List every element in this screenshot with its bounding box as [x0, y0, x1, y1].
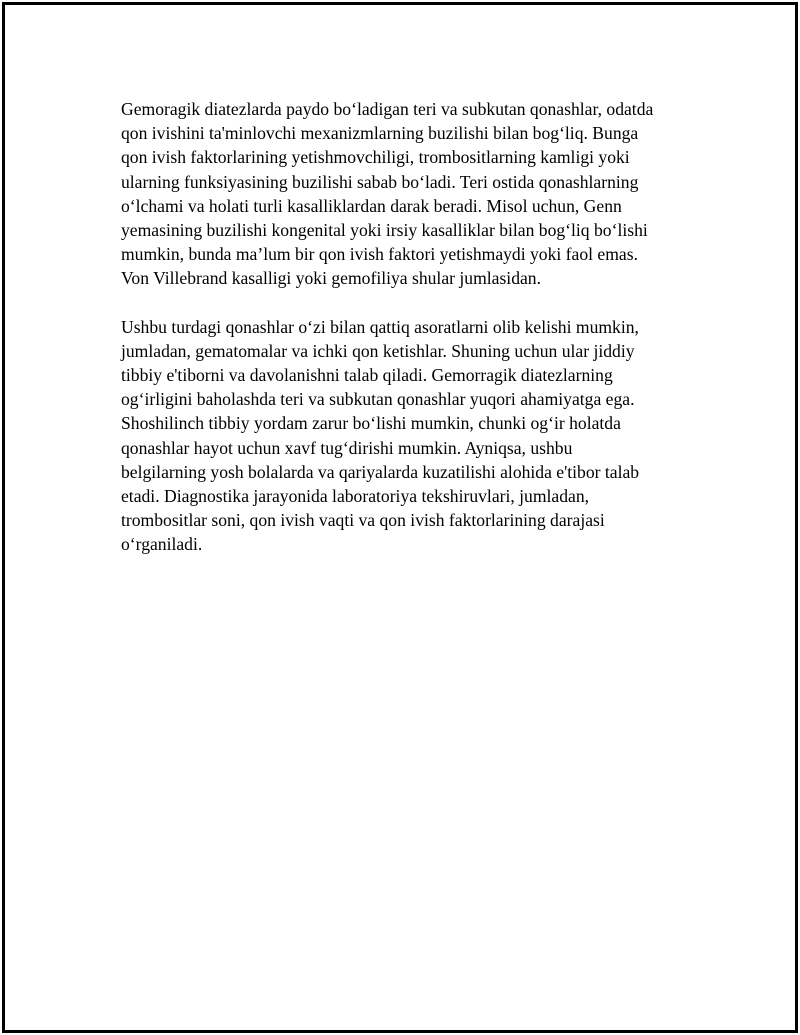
text-line: qonashlar hayot uchun xavf tug‘dirishi mumkin. Ayniqsa, ushbu: [121, 437, 573, 458]
text-line: trombositlar soni, qon ivish vaqti va qon ivish faktorlarining darajasi: [121, 510, 605, 531]
text-line: og‘irligini baholashda teri va subkutan qonashlar yuqori ahamiyatga ega.: [121, 389, 635, 410]
text-line: Ushbu turdagi qonashlar o‘zi bilan qattiq asoratlarni olib kelishi mumkin,: [121, 316, 639, 337]
text-line: Von Villebrand kasalligi yoki gemofiliya shular jumlasidan.: [121, 268, 541, 289]
text-line: tibbiy e'tiborni va davolanishni talab qiladi. Gemorragik diatezlarning: [121, 365, 613, 386]
text-line: belgilarning yosh bolalarda va qariyalarda kuzatilishi alohida e'tibor talab: [121, 461, 640, 482]
text-line: yemasining buzilishi kongenital yoki irsiy kasalliklar bilan bog‘liq bo‘lishi: [121, 220, 648, 241]
text-line: Shoshilinch tibbiy yordam zarur bo‘lishi mumkin, chunki og‘ir holatda: [121, 413, 621, 434]
text-line: o‘lchami va holati turli kasalliklardan darak beradi. Misol uchun, Genn: [121, 195, 622, 216]
text-line: o‘rganiladi.: [121, 534, 203, 555]
text-line: qon ivishini ta'minlovchi mexanizmlarning buzilishi bilan bog‘liq. Bunga: [121, 123, 639, 144]
text-line: qon ivish faktorlarining yetishmovchiligi, trombositlarning kamligi yoki: [121, 147, 630, 168]
text-line: Gemoragik diatezlarda paydo bo‘ladigan teri va subkutan qonashlar, odatda: [121, 99, 654, 119]
text-line: ularning funksiyasining buzilishi sabab bo‘ladi. Teri ostida qonashlarning: [121, 171, 639, 192]
paragraph-2: [121, 315, 701, 557]
text-line: jumladan, gematomalar va ichki qon ketishlar. Shuning uchun ular jiddiy: [121, 340, 635, 361]
document-body: [121, 97, 701, 581]
page-frame: [2, 2, 798, 1033]
text-line: mumkin, bunda ma’lum bir qon ivish faktori yetishmaydi yoki faol emas.: [121, 244, 638, 265]
paragraph-1: [121, 97, 701, 291]
text-line: etadi. Diagnostika jarayonida laboratoriya tekshiruvlari, jumladan,: [121, 486, 590, 507]
